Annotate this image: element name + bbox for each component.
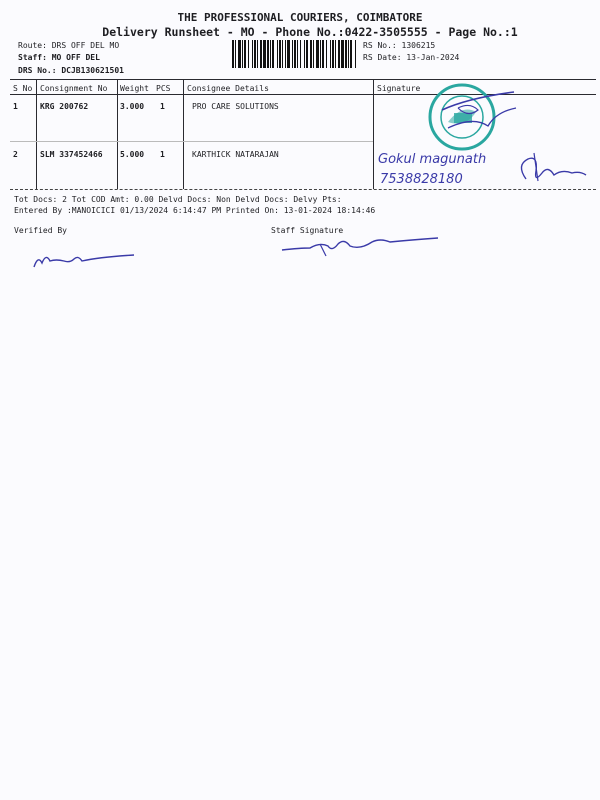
barcode xyxy=(232,40,356,68)
route-text: Route: DRS OFF DEL MO xyxy=(18,41,120,50)
summary-totals: Tot Docs: 2 Tot COD Amt: 0.00 Delvd Docs: Non Delvd Docs: Delvy Pts: xyxy=(14,195,342,204)
staff-signature xyxy=(280,234,442,258)
staff-value: MO OFF DEL xyxy=(51,53,100,62)
row-consignee: PRO CARE SOLUTIONS xyxy=(192,102,279,111)
handwritten-name: Gokul magunath xyxy=(378,152,487,167)
drs-row xyxy=(18,66,124,75)
row-pcs: 1 xyxy=(160,150,165,159)
row2-handwritten-signature xyxy=(376,143,592,189)
row-weight: 5.000 xyxy=(120,150,145,159)
summary-entered: Entered By :MANOICICI 01/13/2024 6:14:47 PM Printed On: 13-01-2024 18:14:46 xyxy=(14,206,376,215)
row-weight: 3.000 xyxy=(120,102,145,111)
row-sno: 1 xyxy=(13,102,18,111)
staff-signature-label: Staff Signature xyxy=(271,226,344,235)
handwritten-phone: 7538828180 xyxy=(380,172,463,187)
col-weight: Weight xyxy=(120,84,149,93)
verified-by-label: Verified By xyxy=(14,226,67,235)
company-title: THE PROFESSIONAL COURIERS, COIMBATORE xyxy=(177,11,423,24)
staff-label: Staff: xyxy=(18,53,47,62)
drs-label: DRS No.: xyxy=(18,66,57,75)
col-sno: S No xyxy=(13,84,33,93)
row-consignment: SLM 337452466 xyxy=(40,150,103,159)
rs-date: RS Date: 13-Jan-2024 xyxy=(363,53,460,62)
company-stamp xyxy=(418,82,522,152)
row-consignment: KRG 200762 xyxy=(40,102,89,111)
verified-by-signature xyxy=(30,247,140,271)
row-consignee: KARTHICK NATARAJAN xyxy=(192,150,279,159)
runsheet-title: Delivery Runsheet - MO - Phone No.:0422-3505555 - Page No.:1 xyxy=(102,25,518,39)
row-sno: 2 xyxy=(13,150,18,159)
col-signature: Signature xyxy=(377,84,421,93)
drs-value: DCJB130621501 xyxy=(61,66,124,75)
col-consignment: Consignment No xyxy=(40,84,108,93)
rs-number: RS No.: 1306215 xyxy=(363,41,436,50)
row-pcs: 1 xyxy=(160,102,165,111)
staff-row xyxy=(18,53,100,62)
col-consignee: Consignee Details xyxy=(187,84,269,93)
col-pcs: PCS xyxy=(156,84,171,93)
